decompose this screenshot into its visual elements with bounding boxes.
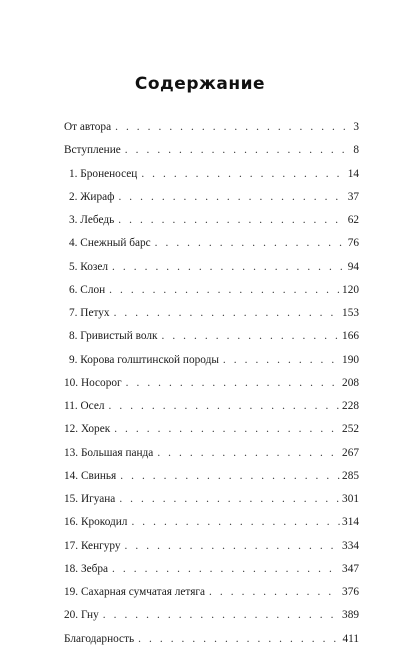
dot-leader	[161, 325, 340, 348]
toc-entry	[64, 442, 359, 465]
toc-entry-title: Вступление	[64, 144, 121, 157]
toc-entry-title: 18. Зебра	[64, 562, 109, 575]
dot-leader	[138, 628, 340, 651]
toc-entry-title: Благодарность	[64, 632, 135, 645]
toc-entry-title: 19. Сахарная сумчатая летяга	[64, 586, 206, 598]
dot-leader	[115, 116, 351, 139]
toc-entry-title: 2. Жираф	[69, 190, 115, 203]
toc-entry-title: 3. Лебедь	[69, 214, 115, 226]
toc-entry-title: 12. Хорек	[64, 423, 111, 436]
toc-entry-page: 314	[342, 516, 359, 529]
toc-entry	[64, 302, 359, 325]
dot-leader	[118, 186, 345, 209]
dot-leader	[120, 465, 340, 488]
toc-entry	[64, 349, 359, 372]
page-title: Содержание	[134, 74, 266, 94]
dot-leader	[209, 581, 340, 604]
toc-entry-title: 14. Свинья	[64, 469, 117, 482]
toc-entry	[64, 325, 359, 348]
toc-entry-page: 334	[342, 539, 359, 552]
toc-entry	[64, 372, 359, 395]
toc-entry-title: 8. Гривистый волк	[69, 330, 158, 343]
toc-entry-title: 7. Петух	[69, 307, 110, 319]
toc-entry-title: 5. Козел	[69, 260, 109, 273]
toc-entry	[64, 628, 359, 651]
toc-entry-title: 17. Кенгуру	[64, 539, 121, 552]
toc-entry	[64, 279, 359, 302]
toc-entry	[64, 209, 359, 232]
dot-leader	[103, 604, 340, 627]
toc-entry	[64, 465, 359, 488]
toc-entry-title: 16. Крокодил	[64, 516, 128, 529]
toc-entry-page: 153	[342, 307, 359, 319]
toc-entry	[64, 535, 359, 558]
dot-leader	[114, 418, 340, 441]
toc-entry-title: 10. Носорог	[64, 376, 122, 389]
dot-leader	[125, 535, 341, 558]
toc-entry-title: 4. Снежный барс	[69, 237, 151, 250]
toc-entry-page: 252	[342, 423, 359, 436]
toc-entry-title: 9. Корова голштинской породы	[69, 353, 219, 366]
toc-entry	[64, 116, 359, 139]
dot-leader	[125, 139, 352, 162]
toc-entry-page: 411	[342, 632, 359, 645]
toc-entry-title: 15. Игуана	[64, 493, 116, 505]
toc-entry-title: От автора	[64, 121, 112, 133]
toc-entry	[64, 186, 359, 209]
toc-entry-page: 208	[342, 376, 359, 389]
toc-entry	[64, 163, 359, 186]
toc-entry-page: 94	[347, 260, 359, 273]
dot-leader	[223, 349, 340, 372]
dot-leader	[141, 163, 345, 186]
toc-entry	[64, 418, 359, 441]
toc-entry-page: 347	[342, 562, 359, 575]
toc-entry	[64, 604, 359, 627]
toc-entry-page: 3	[353, 121, 359, 133]
dot-leader	[157, 442, 340, 465]
dot-leader	[112, 256, 346, 279]
dot-leader	[118, 209, 345, 232]
toc-entry-title: 13. Большая панда	[64, 446, 154, 459]
dot-leader	[126, 372, 340, 395]
dot-leader	[119, 488, 340, 511]
toc-entry-page: 37	[347, 190, 359, 203]
toc-entry-page: 228	[342, 400, 359, 412]
dot-leader	[114, 302, 340, 325]
toc-entry-title: 11. Осел	[64, 400, 105, 412]
toc-entry	[64, 232, 359, 255]
dot-leader	[109, 395, 341, 418]
dot-leader	[155, 232, 346, 255]
toc-entry-title: 1. Броненосец	[69, 167, 138, 180]
toc-entry-page: 14	[347, 167, 359, 180]
toc-entry	[64, 581, 359, 604]
dot-leader	[109, 279, 340, 302]
toc-entry-page: 301	[342, 493, 359, 505]
toc-entry-page: 166	[342, 330, 359, 343]
toc-entry	[64, 558, 359, 581]
table-of-contents	[64, 116, 359, 651]
toc-entry	[64, 256, 359, 279]
toc-entry-page: 389	[342, 609, 359, 622]
toc-entry-page: 285	[342, 469, 359, 482]
toc-entry-page: 120	[342, 283, 359, 296]
toc-entry	[64, 511, 359, 534]
toc-entry-page: 267	[342, 446, 359, 459]
toc-entry	[64, 488, 359, 511]
toc-entry-page: 376	[342, 586, 359, 598]
toc-entry	[64, 139, 359, 162]
toc-entry-page: 76	[347, 237, 359, 250]
toc-entry	[64, 395, 359, 418]
dot-leader	[131, 511, 340, 534]
toc-entry-title: 6. Слон	[69, 283, 106, 296]
dot-leader	[112, 558, 340, 581]
toc-entry-page: 8	[353, 144, 359, 157]
toc-entry-page: 62	[347, 214, 359, 226]
toc-entry-title: 20. Гну	[64, 609, 99, 622]
toc-entry-page: 190	[342, 353, 359, 366]
